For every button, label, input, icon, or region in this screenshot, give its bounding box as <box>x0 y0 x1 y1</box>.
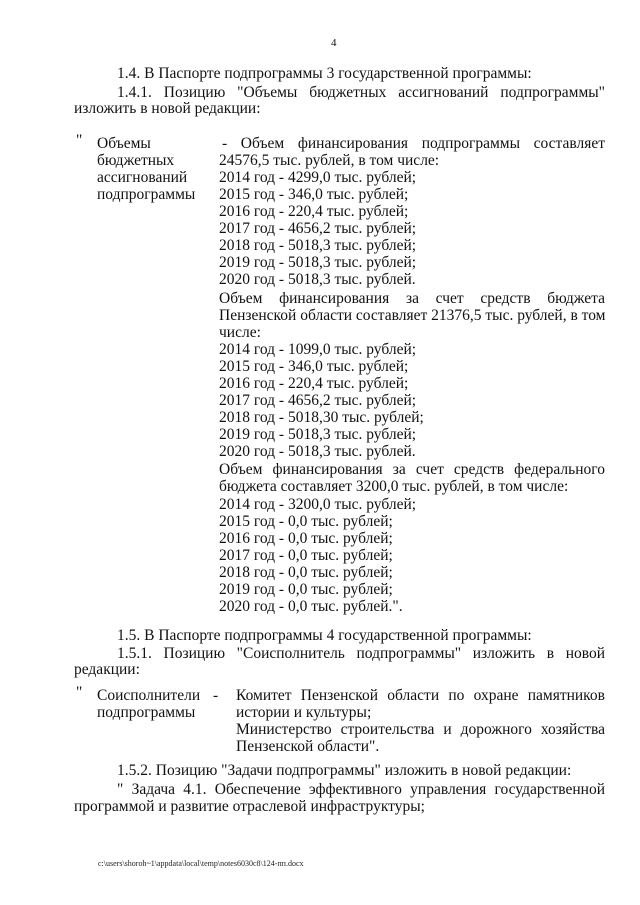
paragraph-1-4: 1.4. В Паспорте подпрограммы 3 государственной программы: <box>117 65 532 82</box>
footer-file-path: c:\users\shoroh~1\appdata\local\temp\notes6030c8\124-пп.docx <box>98 859 304 868</box>
table1-line: 2016 год - 0,0 тыс. рублей; <box>219 530 393 547</box>
table1-line: 2014 год - 1099,0 тыс. рублей; <box>219 341 417 358</box>
table1-line: числе: <box>219 324 261 341</box>
table1-line: 2020 год - 5018,3 тыс. рублей. <box>219 271 416 288</box>
task-4-1-line2: программой и развитие отраслевой инфраструктуры; <box>74 798 425 815</box>
table1-label-line: бюджетных <box>97 152 175 169</box>
paragraph-1-5: 1.5. В Паспорте подпрограммы 4 государственной программы: <box>117 627 532 644</box>
table1-line: 2020 год - 0,0 тыс. рублей.". <box>219 598 403 615</box>
table1-line: Объем финансирования за счет средств федерального <box>219 461 605 478</box>
paragraph-1-5-1-line1: 1.5.1. Позицию "Соисполнитель подпрограммы" изложить в новой <box>117 645 605 662</box>
table2-label-line: подпрограммы <box>97 704 196 721</box>
table1-line: 2016 год - 220,4 тыс. рублей; <box>219 203 409 220</box>
task-4-1-line1: " Задача 4.1. Обеспечение эффективного управления государственной <box>117 781 605 798</box>
table2-line: Министерство строительства и дорожного хозяйства <box>236 721 605 738</box>
table1-line: Объем финансирования за счет средств бюджета <box>219 290 605 307</box>
paragraph-1-4-1-line2: изложить в новой редакции: <box>74 100 261 117</box>
table1-line: бюджета составляет 3200,0 тыс. рублей, в том числе: <box>219 478 569 495</box>
table2-line: истории и культуры; <box>236 704 372 721</box>
table1-line: 2018 год - 5018,30 тыс. рублей; <box>219 409 424 426</box>
table1-line: 2017 год - 4656,2 тыс. рублей; <box>219 220 417 237</box>
table2-open-quote: " <box>76 684 83 701</box>
page-number: 4 <box>331 37 337 49</box>
table1-line: 2014 год - 4299,0 тыс. рублей; <box>219 169 417 186</box>
table1-label-line: Объемы <box>97 135 151 152</box>
table1-line: - Объем финансирования подпрограммы составляет <box>222 135 605 152</box>
table1-line: 2014 год - 3200,0 тыс. рублей; <box>219 496 417 513</box>
table1-line: 2017 год - 4656,2 тыс. рублей; <box>219 392 417 409</box>
table1-line: 2020 год - 5018,3 тыс. рублей. <box>219 443 416 460</box>
table1-line: 2018 год - 5018,3 тыс. рублей; <box>219 237 417 254</box>
table1-line: 2017 год - 0,0 тыс. рублей; <box>219 547 393 564</box>
table1-line: 2019 год - 5018,3 тыс. рублей; <box>219 254 417 271</box>
paragraph-1-4-1-line1: 1.4.1. Позицию "Объемы бюджетных ассигнований подпрограммы" <box>117 84 605 101</box>
table1-line: 2018 год - 0,0 тыс. рублей; <box>219 564 393 581</box>
table1-line: 2015 год - 0,0 тыс. рублей; <box>219 513 393 530</box>
paragraph-1-5-2: 1.5.2. Позицию "Задачи подпрограммы" изложить в новой редакции: <box>117 762 572 779</box>
table1-line: 24576,5 тыс. рублей, в том числе: <box>219 152 440 169</box>
table2-label-line: Соисполнители <box>97 687 201 704</box>
table1-line: 2019 год - 0,0 тыс. рублей; <box>219 581 393 598</box>
table1-open-quote: " <box>76 132 83 149</box>
table1-line: 2015 год - 346,0 тыс. рублей; <box>219 186 409 203</box>
table2-line: Комитет Пензенской области по охране памятников <box>236 687 605 704</box>
table1-line: 2016 год - 220,4 тыс. рублей; <box>219 375 409 392</box>
table1-label-line: подпрограммы <box>97 186 196 203</box>
paragraph-1-5-1-line2: редакции: <box>74 661 140 678</box>
table1-line: 2019 год - 5018,3 тыс. рублей; <box>219 426 417 443</box>
table1-line: 2015 год - 346,0 тыс. рублей; <box>219 358 409 375</box>
table1-label-line: ассигнований <box>97 169 188 186</box>
table2-line: Пензенской области". <box>236 738 380 755</box>
table2-dash: - <box>213 687 219 704</box>
table1-line: Пензенской области составляет 21376,5 тыс. рублей, в том <box>219 307 606 324</box>
